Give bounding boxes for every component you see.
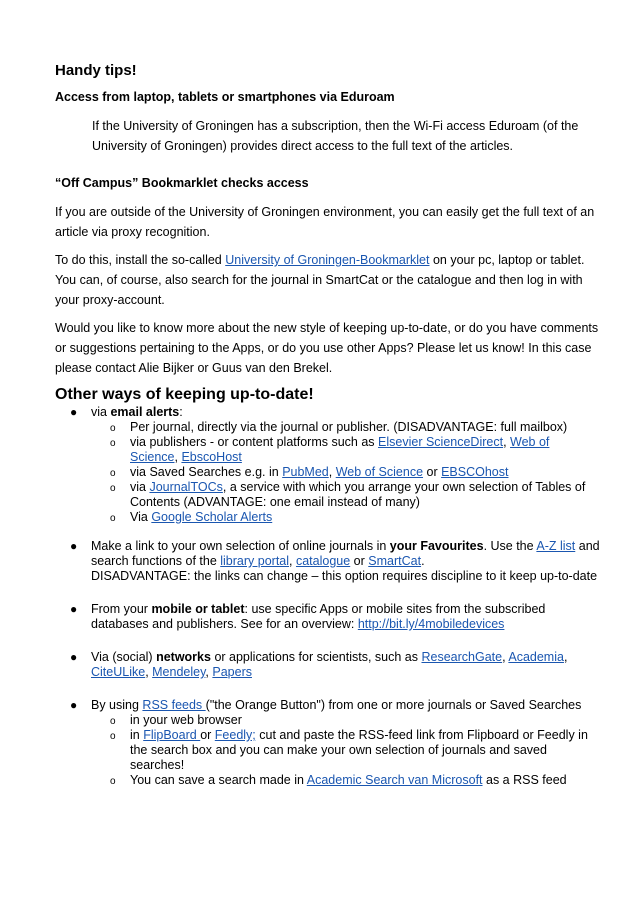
other-ways-heading: Other ways of keeping up-to-date! bbox=[55, 386, 314, 403]
link-researchgate[interactable]: ResearchGate bbox=[421, 650, 503, 664]
link-pubmed[interactable]: PubMed bbox=[282, 465, 329, 479]
bullet-icon: ● bbox=[70, 650, 78, 664]
link-feedly[interactable]: Feedly; bbox=[214, 728, 256, 742]
link-a-z-list[interactable]: A-Z list bbox=[536, 539, 576, 553]
link-library-portal[interactable]: library portal bbox=[220, 554, 290, 568]
link-catalogue[interactable]: catalogue bbox=[295, 554, 351, 568]
circle-bullet-icon: o bbox=[110, 776, 116, 787]
circle-bullet-icon: o bbox=[110, 423, 116, 434]
contact-paragraph: Would you like to know more about the new style of keeping up-to-date, or do you have comments or suggestions pertaining to the Apps, or do you use other Apps? Please let us know! In this case please contact Alie Bijker or Guus van den Brekel. bbox=[55, 321, 599, 375]
link-academic-search-microsoft[interactable]: Academic Search van Microsoft bbox=[306, 773, 483, 787]
circle-bullet-icon: o bbox=[110, 716, 116, 727]
sub-item: o via Saved Searches e.g. in PubMed, Web of Science or EBSCOhost bbox=[110, 465, 509, 479]
link-mobile-devices[interactable]: http://bit.ly/4mobiledevices bbox=[357, 617, 505, 631]
bullet-icon: ● bbox=[70, 602, 78, 616]
link-journaltocs[interactable]: JournalTOCs bbox=[149, 480, 223, 494]
circle-bullet-icon: o bbox=[110, 468, 116, 479]
page-title: Handy tips! bbox=[55, 62, 137, 79]
circle-bullet-icon: o bbox=[110, 438, 116, 449]
other-ways-list bbox=[55, 405, 600, 788]
link-citeulike[interactable]: CiteULike bbox=[91, 665, 146, 679]
circle-bullet-icon: o bbox=[110, 483, 116, 494]
eduroam-heading: Access from laptop, tablets or smartphones via Eduroam bbox=[55, 90, 395, 104]
bullet-icon: ● bbox=[70, 405, 78, 419]
link-academia[interactable]: Academia bbox=[508, 650, 564, 664]
sub-item: o You can save a search made in Academic Search van Microsoft as a RSS feed bbox=[110, 773, 567, 787]
list-item-mobile: ● From your mobile or tablet: use specific Apps or mobile sites from the subscribed databases and publishers. See for an overview: http://bit.ly/4mobiledevices bbox=[70, 602, 546, 631]
link-papers[interactable]: Papers bbox=[212, 665, 252, 679]
list-item-networks: ● Via (social) networks or applications for scientists, such as ResearchGate, Academia, CiteULike, Mendeley, Papers bbox=[70, 650, 568, 679]
sub-item: o via publishers - or content platforms such as Elsevier ScienceDirect, Web of Science, EbscoHost bbox=[110, 435, 550, 464]
link-web-of-science[interactable]: Web of Science bbox=[130, 435, 550, 464]
list-item-email-alerts: ● via email alerts: o Per journal, directly via the journal or publisher. (DISADVANTAGE: full mailbox) o via publishers - or content platforms such as Elsevier ScienceDirect, Web of Science, EbscoHost o via Saved Searches e.g. in PubMed, Web of Science or EBSCOhost o via JournalTOCs, a service with which you arrange your own selection of Tables of Contents (ADVANTAGE: one email instead of many) o Via Google Scholar Alerts bbox=[55, 405, 600, 525]
list-item-rss: ● By using RSS feeds ("the Orange Button") from one or more journals or Saved Searches o in your web browser o in FlipBoard or Feedly; cut and paste the RSS-feed link from Flipboard or Feedly in the search box and you can make your own selection of journals and saved searches! o You can save a search made in Academic Search van Microsoft as a RSS feed bbox=[55, 698, 600, 788]
circle-bullet-icon: o bbox=[110, 731, 116, 742]
bookmarklet-paragraph-2: To do this, install the so-called University of Groningen-Bookmarklet on your pc, laptop or tablet. You can, of course, also search for the journal in SmartCat or the catalogue and then log in with your proxy-account. bbox=[55, 253, 585, 307]
link-smartcat[interactable]: SmartCat bbox=[368, 554, 422, 568]
circle-bullet-icon: o bbox=[110, 513, 116, 524]
link-ebscohost-2[interactable]: EBSCOhost bbox=[441, 465, 509, 479]
link-sciencedirect[interactable]: Elsevier ScienceDirect bbox=[378, 435, 504, 449]
sub-item: o in your web browser bbox=[110, 713, 242, 727]
bookmarklet-paragraph-1: If you are outside of the University of Groningen environment, you can easily get the full text of an article via proxy recognition. bbox=[55, 205, 595, 239]
eduroam-text: If the University of Groningen has a subscription, then the Wi-Fi access Eduroam (of the University of Groningen) provides direct access to the full text of the articles. bbox=[92, 119, 579, 153]
bullet-icon: ● bbox=[70, 539, 78, 553]
bullet-icon: ● bbox=[70, 698, 78, 712]
bookmarklet-link[interactable]: University of Groningen-Bookmarklet bbox=[225, 253, 430, 267]
sub-item: o via JournalTOCs, a service with which you arrange your own selection of Tables of Contents (ADVANTAGE: one email instead of many) bbox=[110, 480, 586, 509]
favourites-disadvantage: DISADVANTAGE: the links can change – this option requires discipline to it keep up-to-date bbox=[91, 569, 598, 583]
link-rss-feeds[interactable]: RSS feeds bbox=[142, 698, 206, 712]
link-flipboard[interactable]: FlipBoard bbox=[143, 728, 201, 742]
sub-item: o in FlipBoard or Feedly; cut and paste the RSS-feed link from Flipboard or Feedly in the search box and you can make your own selection of journals and saved searches! bbox=[110, 728, 588, 772]
sub-item: o Per journal, directly via the journal or publisher. (DISADVANTAGE: full mailbox) bbox=[110, 420, 568, 434]
list-item-favourites: ● Make a link to your own selection of online journals in your Favourites. Use the A-Z list and search functions of the library portal, catalogue or SmartCat. DISADVANTAGE: the links can change – this option requires discipline to it keep up-to-date bbox=[70, 539, 600, 583]
email-alerts-sublist bbox=[91, 420, 600, 525]
link-google-scholar-alerts[interactable]: Google Scholar Alerts bbox=[151, 510, 273, 524]
link-web-of-science-2[interactable]: Web of Science bbox=[335, 465, 424, 479]
bookmarklet-heading: “Off Campus” Bookmarklet checks access bbox=[55, 176, 309, 190]
rss-sublist bbox=[91, 713, 600, 788]
link-ebscohost[interactable]: EbscoHost bbox=[181, 450, 242, 464]
sub-item: o Via Google Scholar Alerts bbox=[110, 510, 273, 524]
document-page bbox=[55, 62, 600, 806]
link-mendeley[interactable]: Mendeley bbox=[152, 665, 206, 679]
